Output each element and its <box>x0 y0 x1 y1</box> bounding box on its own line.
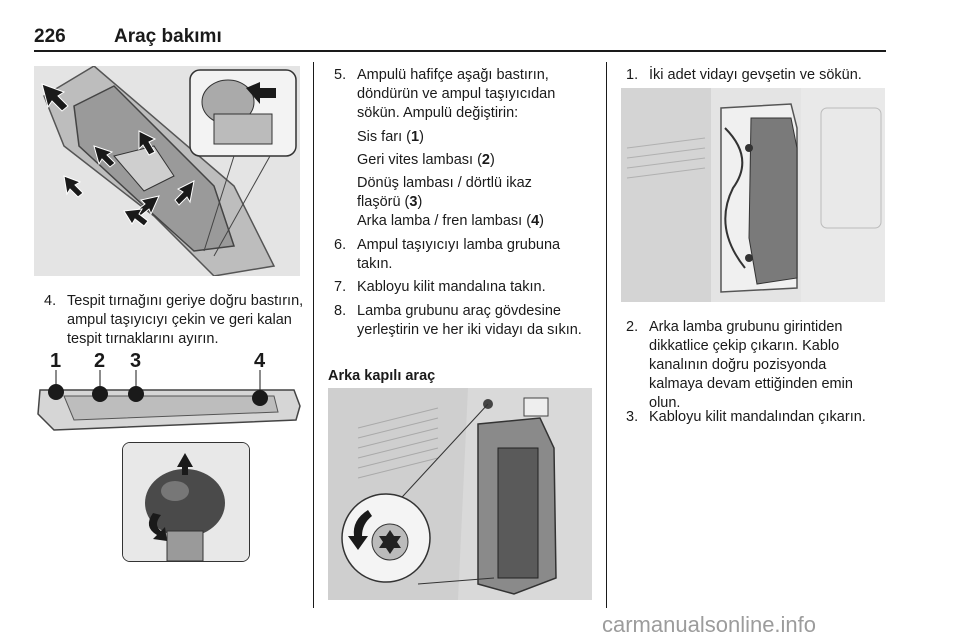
subheading-rear-door-vehicle: Arka kapılı araç <box>328 368 436 384</box>
column-divider-1 <box>313 62 314 608</box>
bulb-carrier-illustration <box>34 350 304 442</box>
step-3 <box>626 408 896 428</box>
callout-3: 3 <box>130 350 142 372</box>
step-5 <box>334 66 600 126</box>
step-text: Ampul taşıyıcıyı lamba grubuna takın. <box>357 237 561 272</box>
step-number: 7. <box>334 279 347 295</box>
bulb-fog-lamp: Sis farı (1) <box>357 129 424 145</box>
lamp-housing-illustration <box>34 66 300 276</box>
step-number: 1. <box>626 67 639 83</box>
step-number: 6. <box>334 237 347 253</box>
step-text: İki adet vidayı gevşetin ve sökün. <box>649 67 862 83</box>
watermark: carmanualsonline.info <box>602 612 817 637</box>
callout-4: 4 <box>254 350 266 372</box>
page-title: Araç bakımı <box>114 26 222 47</box>
page-number: 226 <box>34 26 66 47</box>
step-number: 5. <box>334 67 347 83</box>
step-text: Kabloyu kilit mandalına takın. <box>357 279 546 295</box>
step-7 <box>334 278 600 298</box>
column-divider-2 <box>606 62 607 608</box>
step-4 <box>44 292 306 352</box>
rear-door-lamp-illustration <box>328 388 592 600</box>
step-number: 8. <box>334 303 347 319</box>
step-text: Arka lamba grubunu girintiden dikkatlice çekip çıkarın. Kablo kanalının doğru pozisyonda kalmaya devam ettiğinden emin olun. <box>649 319 853 411</box>
step-8 <box>334 302 600 362</box>
step-text: Lamba grubunu araç gövdesine yerleştirin ve her iki vidayı da sıkın. <box>357 303 582 338</box>
bulb-removal-illustration <box>122 442 250 562</box>
step-2 <box>626 318 888 411</box>
bulb-turn-signal: Dönüş lambası / dörtlü ikaz flaşörü (3) <box>357 175 532 210</box>
step-text: Ampulü hafifçe aşağı bastırın, döndürün ve ampul taşıyıcıdan sökün. Ampulü değiştirin: <box>357 67 556 121</box>
bulb-tail-brake-lamp: Arka lamba / fren lambası (4) <box>357 213 544 229</box>
callout-1: 1 <box>50 350 62 372</box>
header-rule <box>34 50 886 52</box>
step-text: Kabloyu kilit mandalından çıkarın. <box>649 409 866 425</box>
bulb-reversing-lamp: Geri vites lambası (2) <box>357 152 495 168</box>
callout-2: 2 <box>94 350 106 372</box>
step-number: 4. <box>44 293 57 309</box>
step-number: 3. <box>626 409 639 425</box>
step-text: Tespit tırnağını geriye doğru bastırın, ampul taşıyıcıyı çekin ve geri kalan tespit tırnaklarını ayırın. <box>67 293 304 347</box>
step-6 <box>334 236 600 276</box>
step-1 <box>626 66 888 86</box>
lamp-recess-illustration <box>621 88 885 302</box>
step-number: 2. <box>626 319 639 335</box>
